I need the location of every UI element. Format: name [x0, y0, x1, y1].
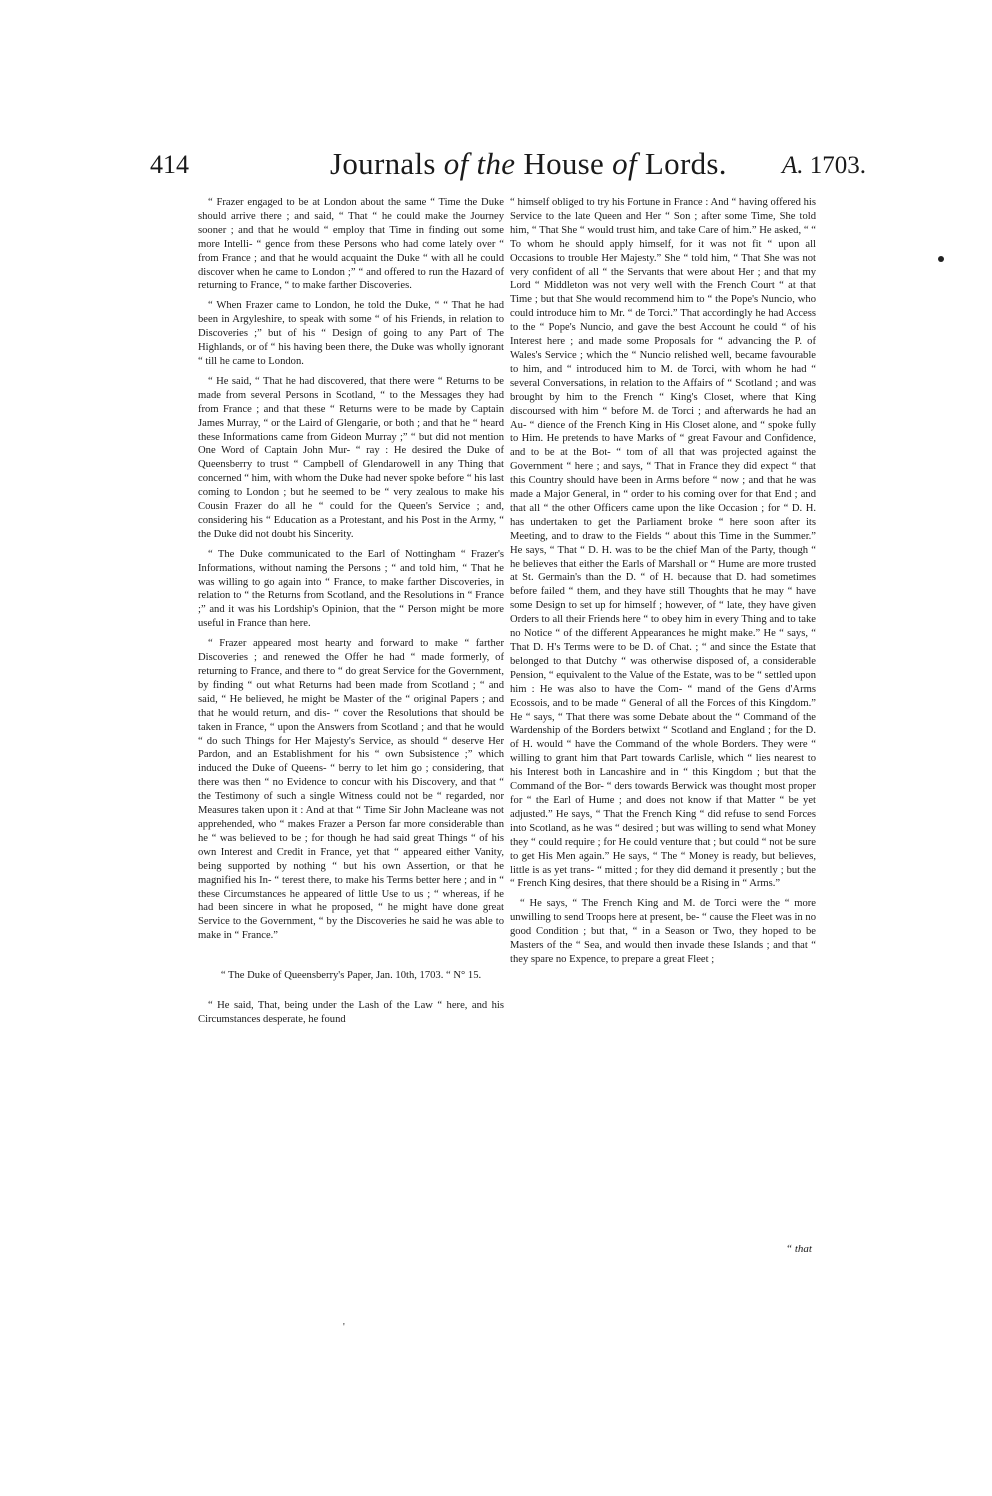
ink-speck: [938, 256, 944, 262]
title-part: House: [515, 146, 613, 181]
paragraph: “ himself obliged to try his Fortune in France : And “ having offered his Service to the late Queen and Her “ Son ; after some Time, She told him, “ That She “ would trust him, and take Care of him.” He asked, “ “ To whom he should apply himself, for it was not fit “ upon all Occasions to trouble Her Majesty.” She “ told him, “ That She was not very confident of all “ the Servants that were about Her ; and that my Lord “ Middleton was not very well with the French Court “ at that Time ; but that She would recommend him to “ the Pope's Nuncio, who could introduce him to Mr. “ de Torci.” That accordingly he had Access to the “ Pope's Nuncio, and gave the best Account he could “ of his Interest here ; and made some Proposals for “ advancing the P. of Wales's Service ; which the “ Nuncio relished well, became favourable to him, and “ introduced him to M. de Torci, with whom he had “ several Conversations, in relation to the Affairs of “ Scotland ; and was brought by him to the French “ King's Closet, where that King discoursed with him “ before M. de Torci ; and afterwards he had an Au- “ dience of the French King in His Closet alone, and “ spoke fully to Him. He pretends to have Marks of “ great Favour and Confidence, and to be at the Bot- “ tom of all that was projected against the Government “ here ; and says, “ That in France they did expect “ that this Country should have been in Arms before “ now ; and that he was made a Major General, in “ order to his coming over for that End ; and that all “ the other Officers came upon the like Occasion ; for “ D. H. has undertaken to get the Parliament broke “ here soon after its Meeting, and to draw to the Fields “ about this Time in the Summer.” He says, “ That “ D. H. was to be the chief Man of the Party, though “ he believes that either the Earls of Marshall or “ Hume are more trusted at St. Germain's than the D. “ of H. because that D. had sometimes before failed “ them, and they have still Thoughts that he may “ have some Design to set up for himself ; however, of “ late, they have given Orders to all their Friends here “ to obey him in every Thing and to take no Notice “ of the different Appearances he might make.” He “ says, “ That D. H's Terms were to be D. of Chat. ; “ and since the Estate that belonged to that Dutchy “ was otherwise disposed of, a considerable Pension, “ equivalent to the Value of the Estate, was to be “ settled upon him : He was also to have the Com- “ mand of the Gens d'Arms Ecossois, and to be made “ General of all the Forces of this Kingdom.” He “ says, “ That there was some Debate about the “ Command of the Wardenship of the Borders betwixt “ Scotland and England ; for the D. of H. would “ have the Command of the whole Borders. They were “ willing to grant him that Part towards Carlisle, which “ lies nearest to his Interest both in Lancashire and in “ this Kingdom ; but that the Command of the Bor- “ ders towards Berwick was thought most proper for “ the Earl of Hume ; and does not know if that Matter “ be yet adjusted.” He says, “ That the French King “ did refuse to send Forces into Scotland, as he was “ desired ; but was willing to send what Money they “ could require ; for He could venture that ; but could “ not be sure to get His Men again.” He says, “ The “ Money is ready, but believes, little is as yet trans- “ mitted ; for they did demand it presently ; but the “ French King desires, that there should be a Rising in “ Arms.”: [510, 197, 816, 890]
page-number: 414: [150, 150, 189, 179]
year-prefix: A.: [782, 152, 804, 179]
title-part: Journals: [330, 146, 444, 181]
left-column: [198, 196, 504, 1033]
title-part: Lords.: [636, 146, 727, 181]
running-year: [782, 152, 866, 180]
running-title: [330, 146, 727, 182]
right-column: [510, 196, 816, 973]
year: 1703.: [803, 152, 867, 179]
paragraph: “ He says, “ The French King and M. de Torci were the “ more unwilling to send Troops here at present, be- “ cause the Fleet was in no good Condition ; but that, “ in a Season or Two, they hoped to be Masters of the “ Sea, and would then invade these Islands ; and that “ they spare no Expence, to prepare a great Fleet ;: [510, 898, 816, 965]
catchword: “ that: [786, 1243, 812, 1255]
paragraph: “ The Duke communicated to the Earl of Nottingham “ Frazer's Informations, without naming the Persons ; “ and told him, “ That he was willing to go again into “ France, to make farther Discoveries, in relation to “ the Returns from Scotland, and the Resolutions in “ France ;” and it was his Lordship's Opinion, that the “ Person might be more useful in France than here.: [198, 548, 504, 630]
paper-heading: “ The Duke of Queensberry's Paper, Jan. 10th, 1703. “ N° 15.: [220, 970, 482, 982]
paragraph: “ Frazer appeared most hearty and forward to make “ farther Discoveries ; and renewed the Offer he had “ made formerly, of returning to France, and there to “ do great Service for the Government, by finding “ out what Returns had been made from Scotland ; “ and said, “ He believed, he might be Master of the “ original Papers ; and that he would return, and dis- “ cover the Resolutions that should be taken in France, “ upon the Answers from Scotland ; and that he would “ do such Things for Her Majesty's Service, as should “ deserve Her Pardon, and an Establishment for his “ own Subsistence ;” which induced the Duke of Queens- “ berry to let him go ; considering, that there was then “ no Evidence to concur with his Discovery, and that “ the Testimony of such a single Witness could not be “ regarded, nor Measures taken upon it : And at that “ Time Sir John Macleane was not apprehended, who “ makes Frazer a Person far more considerable than he “ was believed to be ; for though he had said great Things “ of his own Interest and Credit in France, yet that “ appeared either Vanity, being supported by nothing “ but his own Assertion, or that he magnified his In- “ terest there, to make his Terms better here ; and in “ these Circumstances he appeared of little Use to us ; “ whereas, if he had been sincere in what he proposed, “ he might have done great Service to the Government, “ by the Discoveries he said he was able to make in “ France.”: [198, 638, 504, 942]
paragraph: “ Frazer engaged to be at London about the same “ Time the Duke should arrive there ; and said, “ That “ he could make the Journey sooner ; and that he would “ employ that Time in finding out some more Intelli- “ gence from these Persons who had come lately over “ from France ; and that he would acquaint the Duke “ with all he could discover when he came to London ;” “ and offered to run the Hazard of returning to France, “ to make farther Discoveries.: [198, 197, 504, 292]
title-part: of: [612, 146, 637, 181]
stray-mark: ': [343, 1322, 345, 1333]
title-part: of the: [443, 146, 516, 181]
paragraph: “ He said, “ That he had discovered, that there were “ Returns to be made from several Persons in Scotland, “ to the Messages they had from France ; and that these “ Returns were to be made by Captain James Murray, “ or the Laird of Glengarie, or both ; and that he “ heard these Informations came from Gideon Murray ;” “ but did not mention One Word of Captain John Mur- “ ray : He desired the Duke of Queensberry to trust “ Campbell of Glendarowell in any Thing that concerned “ him, with whom the Duke had never spoke before “ his last coming to London ; but he seemed to be “ very zealous to make his Cousin Frazer do all he “ could for the Queen's Service ; and, considering his “ Education as a Protestant, and his Post in the Army, “ the Duke did not doubt his Sincerity.: [198, 375, 504, 540]
paragraph: “ When Frazer came to London, he told the Duke, “ “ That he had been in Argyleshire, to speak with some “ of his Friends, in relation to Discoveries ;” but of his “ Design of going to any Part of The Highlands, or of “ his having been there, the Duke was wholly ignorant “ till he came to London.: [198, 300, 504, 367]
paragraph: “ He said, That, being under the Lash of the Law “ here, and his Circumstances desperate, he found: [198, 1000, 504, 1025]
